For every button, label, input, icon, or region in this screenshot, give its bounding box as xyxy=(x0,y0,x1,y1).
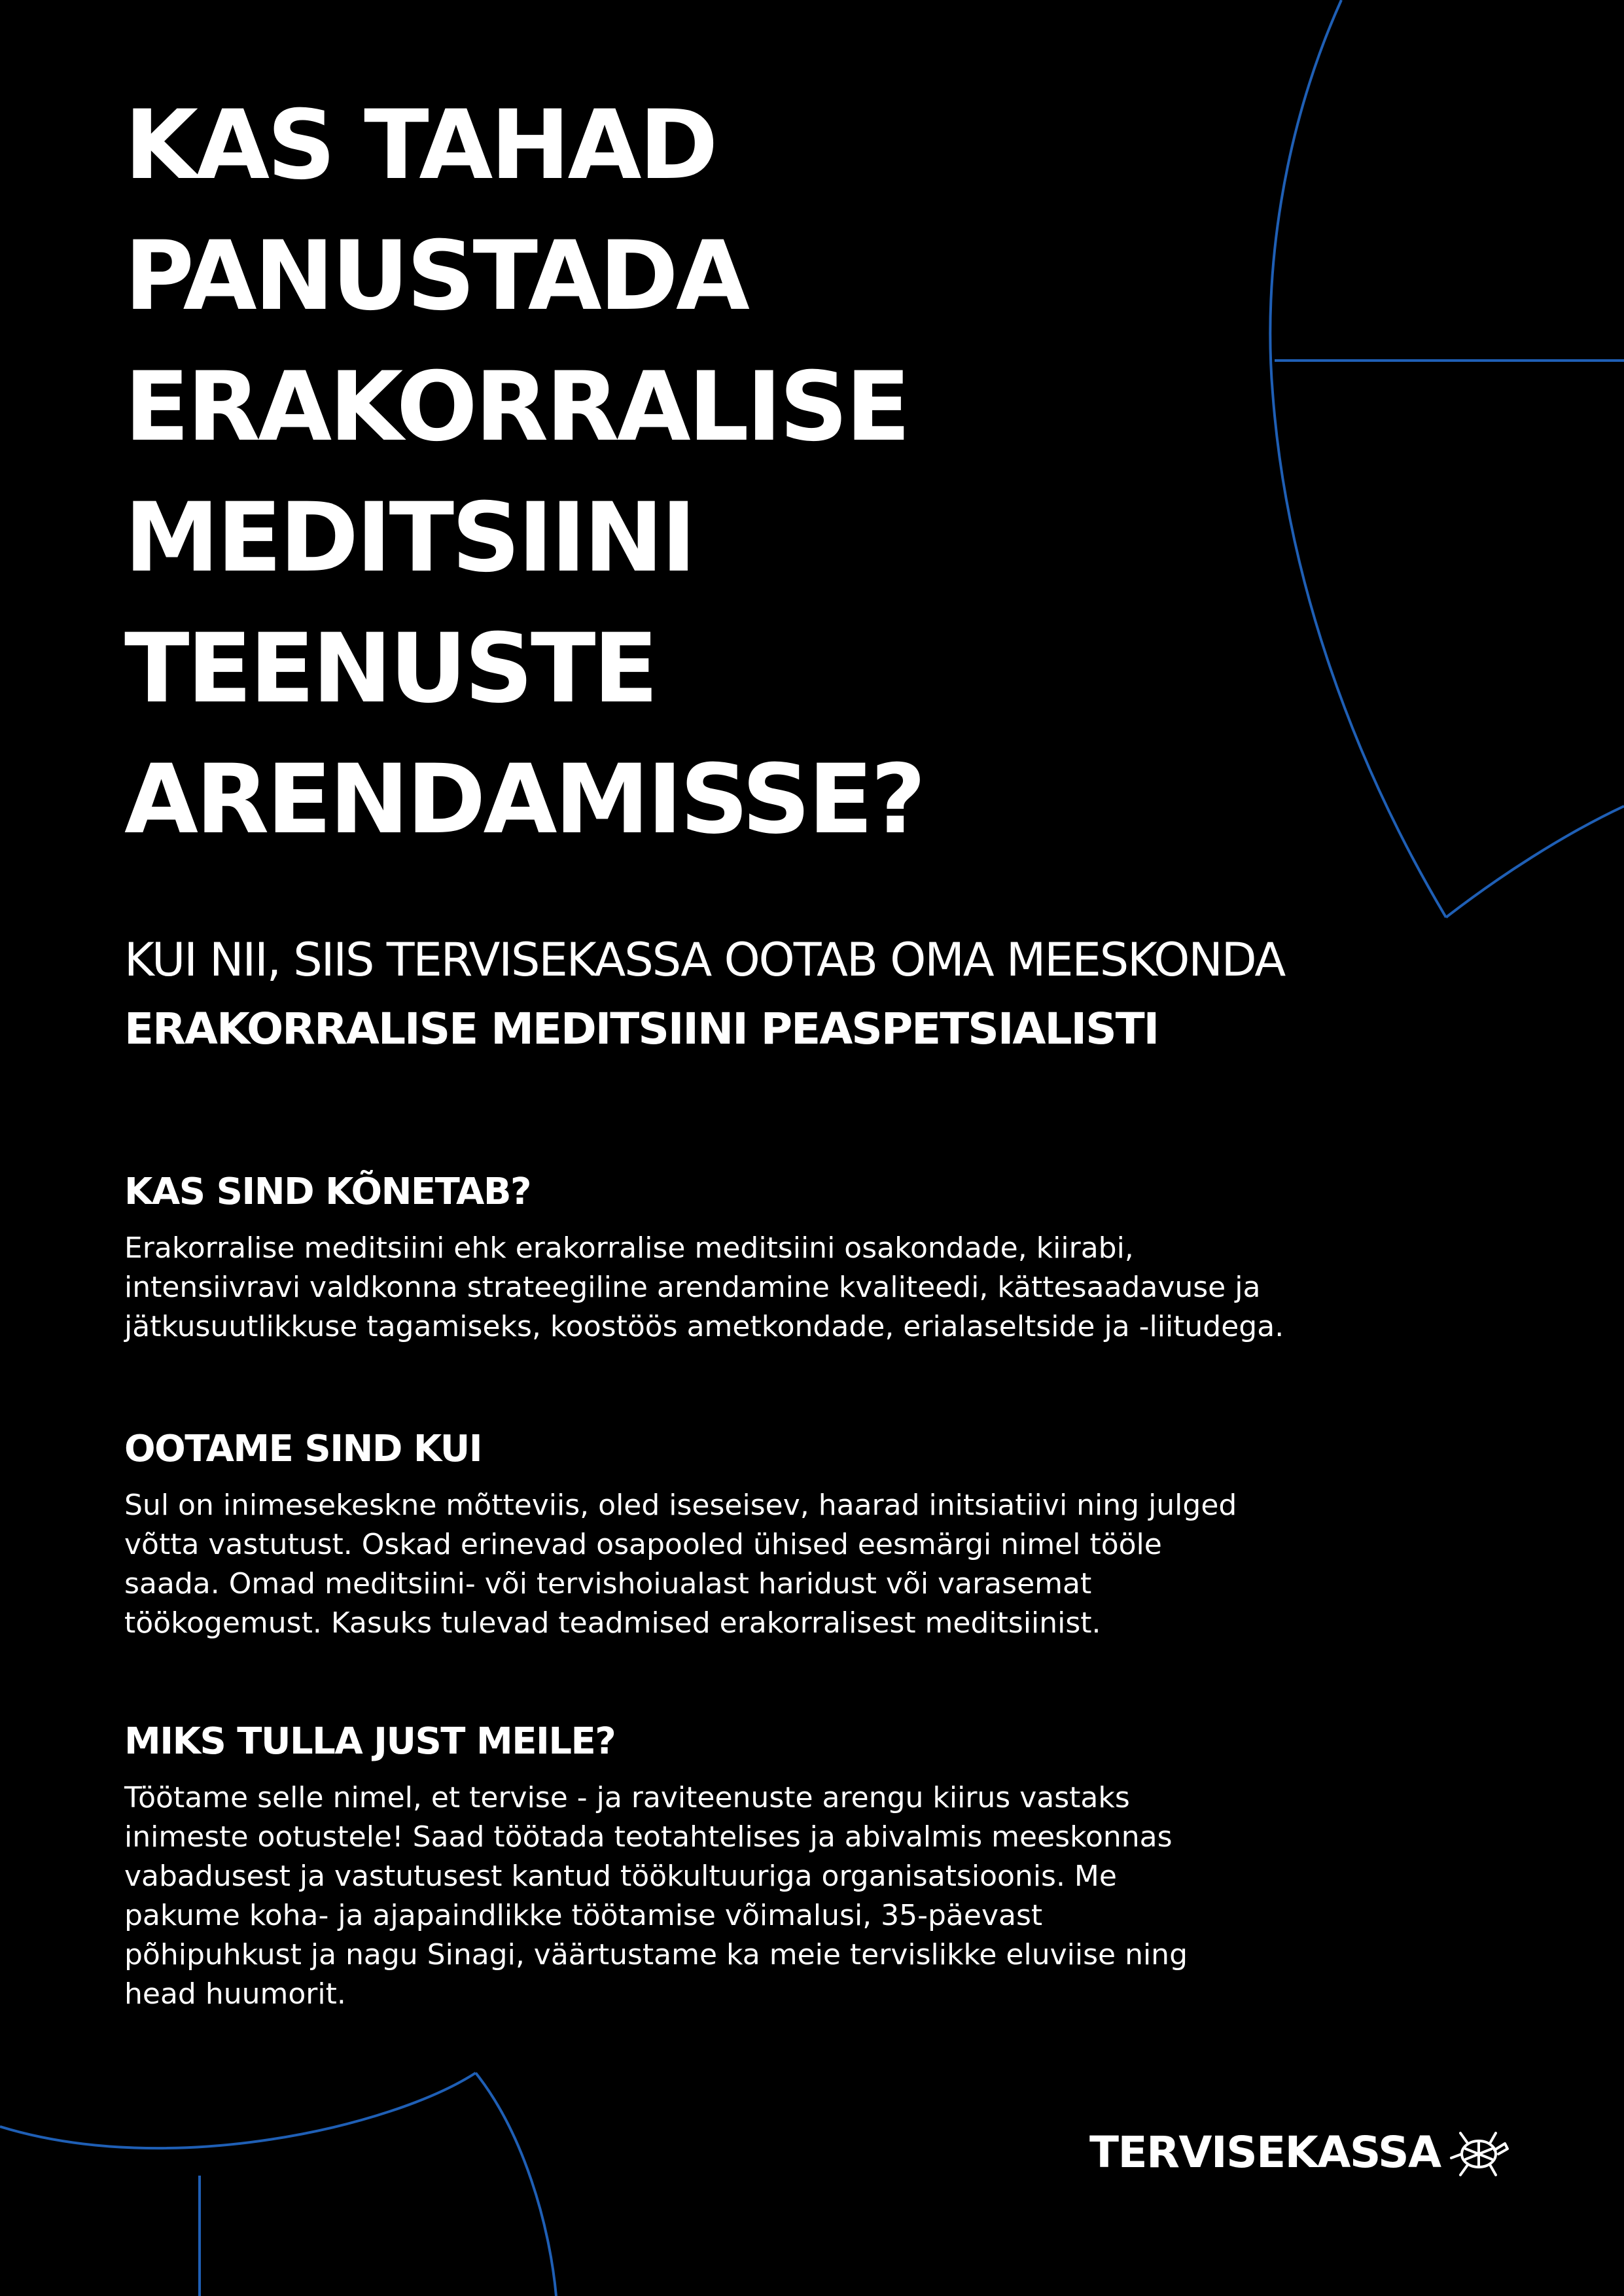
brand-logo xyxy=(1089,2120,1511,2185)
section-miks-tulla-just-meile xyxy=(124,1716,1433,2014)
turtle-logo-icon xyxy=(1446,2120,1511,2185)
section-text-line: Sul on inimesekeskne mõtteviis, oled iseseisev, haarad initsiatiivi ning julged xyxy=(124,1489,1237,1522)
section-text-line: Erakorralise meditsiini ehk erakorralise meditsiini osakondade, kiirabi, xyxy=(124,1231,1134,1265)
intro-block xyxy=(124,926,1498,1063)
headline-line: ERAKORRALISE xyxy=(124,351,908,463)
section-kas-sind-konetab xyxy=(124,1166,1433,1347)
section-text-line: jätkusuutlikkuse tagamiseks, koostöös ametkondade, erialaseltside ja -liitudega. xyxy=(124,1310,1284,1343)
section-text-line: Töötame selle nimel, et tervise - ja raviteenuste arengu kiirus vastaks xyxy=(124,1781,1130,1814)
headline-line: MEDITSIINI xyxy=(124,482,694,593)
section-heading: OOTAME SIND KUI xyxy=(124,1428,482,1470)
section-text-line: saada. Omad meditsiini- või tervishoiualast haridust või varasemat xyxy=(124,1567,1092,1600)
top-right-arc xyxy=(1270,0,1446,917)
bottom-left-curve xyxy=(476,2073,556,2296)
headline-line: TEENUSTE xyxy=(124,613,656,724)
section-heading: KAS SIND KÕNETAB? xyxy=(124,1171,531,1213)
headline-line: KAS TAHAD xyxy=(124,90,716,201)
section-text-line: töökogemust. Kasuks tulevad teadmised erakorralisest meditsiinist. xyxy=(124,1606,1101,1640)
section-text-line: vabadusest ja vastutusest kantud töökultuuriga organisatsioonis. Me xyxy=(124,1860,1117,1893)
intro-text: KUI NII, SIIS TERVISEKASSA OOTAB OMA MEESKONDA xyxy=(124,933,1285,987)
bottom-left-arc xyxy=(0,2073,476,2148)
headline-line: ARENDAMISSE? xyxy=(124,744,924,855)
brand-name: TERVISEKASSA xyxy=(1089,2127,1441,2178)
main-headline xyxy=(124,80,923,865)
headline-line: PANUSTADA xyxy=(124,221,747,332)
section-text-line: põhipuhkust ja nagu Sinagi, väärtustame ka meie tervislikke eluviise ning xyxy=(124,1938,1188,1971)
section-text-line: inimeste ootustele! Saad töötada teotahtelises ja abivalmis meeskonnas xyxy=(124,1820,1173,1854)
section-heading: MIKS TULLA JUST MEILE? xyxy=(124,1720,616,1763)
section-text-line: võtta vastutust. Oskad erinevad osapooled ühised eesmärgi nimel tööle xyxy=(124,1528,1162,1561)
right-lower-arc xyxy=(1446,806,1624,917)
section-text-line: pakume koha- ja ajapaindlikke töötamise võimalusi, 35-päevast xyxy=(124,1899,1043,1932)
section-ootame-sind-kui xyxy=(124,1423,1433,1643)
section-text-line: intensiivravi valdkonna strateegiline arendamine kvaliteedi, kättesaadavuse ja xyxy=(124,1271,1261,1304)
job-title: ERAKORRALISE MEDITSIINI PEASPETSIALISTI xyxy=(124,1004,1159,1054)
section-text-line: head huumorit. xyxy=(124,1977,346,2011)
